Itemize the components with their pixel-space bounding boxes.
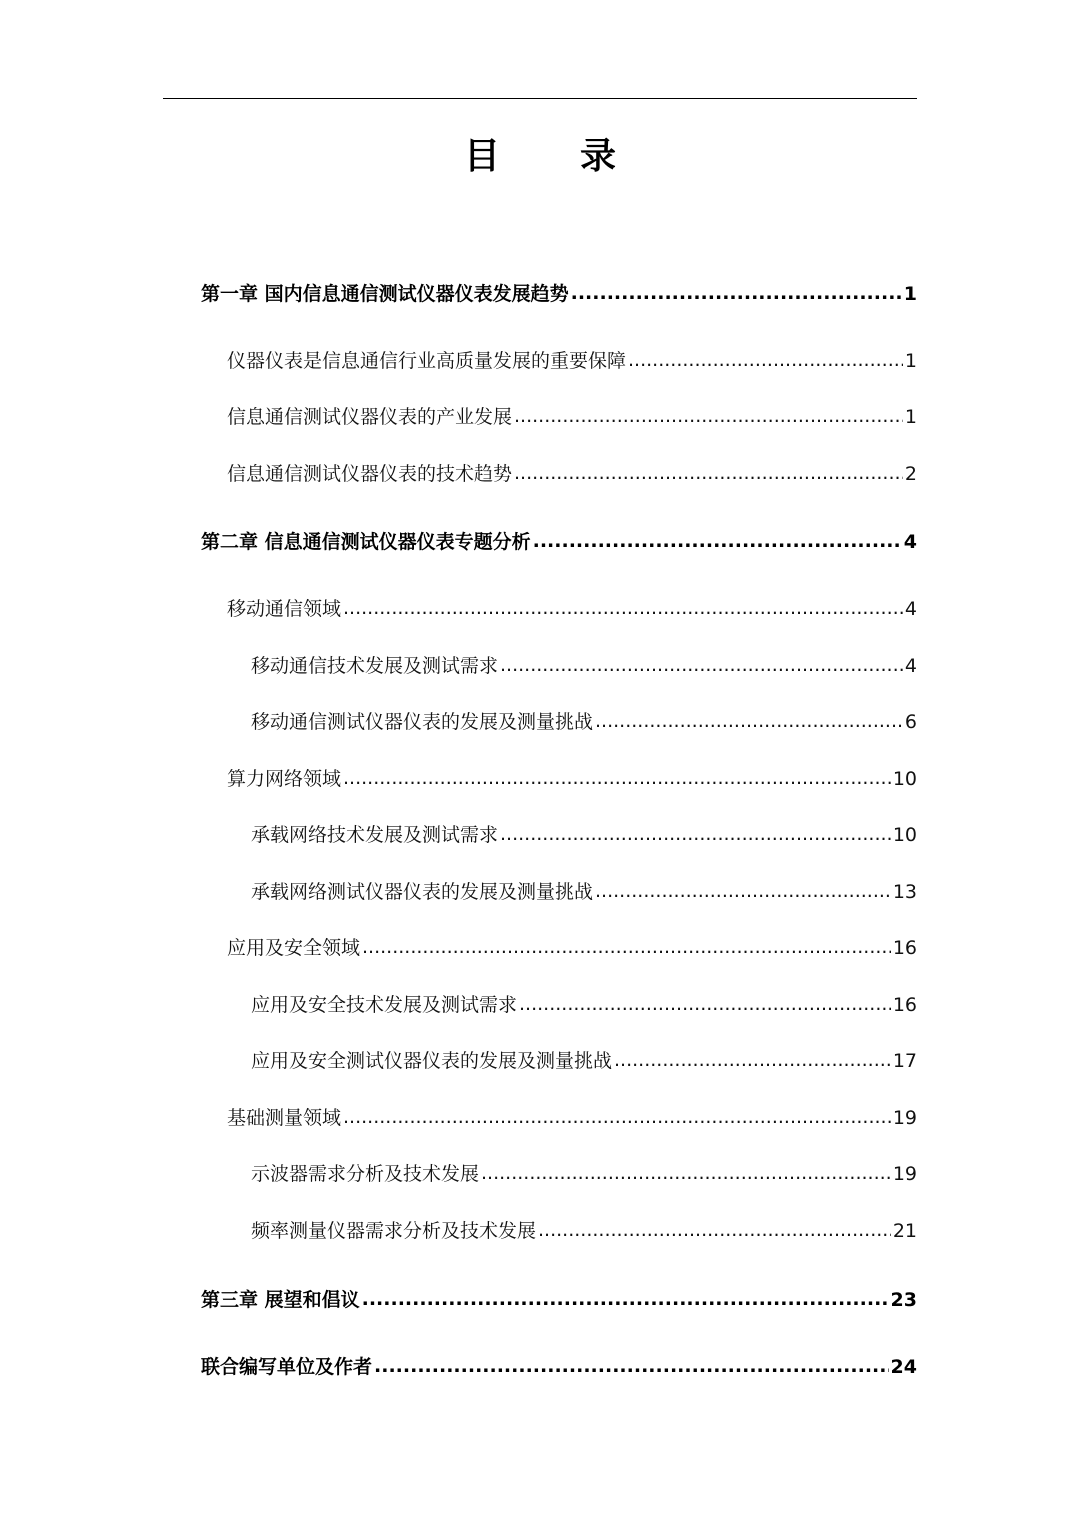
toc-entry-label: 算力网络领域 bbox=[227, 768, 342, 790]
toc-page-number: 2 bbox=[904, 463, 917, 485]
toc-page-number: 10 bbox=[892, 768, 917, 790]
toc-dot-leader bbox=[538, 1215, 891, 1245]
toc-entry-label: 承载网络测试仪器仪表的发展及测量挑战 bbox=[251, 881, 594, 903]
toc-entry-subsection[interactable] bbox=[251, 820, 917, 850]
toc-entry-label: 基础测量领域 bbox=[227, 1107, 342, 1129]
toc-page-number: 4 bbox=[903, 531, 917, 553]
toc-dot-leader bbox=[514, 401, 903, 431]
toc-entry-section[interactable] bbox=[227, 764, 917, 794]
toc-entry-chapter-1[interactable] bbox=[201, 279, 917, 309]
toc-dot-leader bbox=[614, 1045, 891, 1075]
toc-dot-leader bbox=[500, 819, 891, 849]
toc-entry-label: 应用及安全测试仪器仪表的发展及测量挑战 bbox=[251, 1050, 613, 1072]
toc-dot-leader bbox=[595, 706, 903, 736]
toc-entry-label: 仪器仪表是信息通信行业高质量发展的重要保障 bbox=[227, 350, 627, 372]
toc-dot-leader bbox=[533, 526, 902, 556]
toc-entry-subsection[interactable] bbox=[251, 877, 917, 907]
toc-page-number: 10 bbox=[892, 824, 917, 846]
toc-entry-subsection[interactable] bbox=[251, 651, 917, 681]
toc-entry-label: 承载网络技术发展及测试需求 bbox=[251, 824, 499, 846]
toc-entry-label: 移动通信技术发展及测试需求 bbox=[251, 655, 499, 677]
toc-entry-label: 频率测量仪器需求分析及技术发展 bbox=[251, 1220, 537, 1242]
toc-dot-leader bbox=[374, 1351, 889, 1381]
toc-entry-label: 应用及安全领域 bbox=[227, 937, 361, 959]
toc-entry-section[interactable] bbox=[227, 346, 917, 376]
toc-page-number: 19 bbox=[892, 1163, 917, 1185]
toc-entry-subsection[interactable] bbox=[251, 1159, 917, 1189]
toc-dot-leader bbox=[595, 876, 891, 906]
header-rule bbox=[163, 98, 917, 99]
toc-dot-leader bbox=[481, 1158, 891, 1188]
toc-entry-chapter-2[interactable] bbox=[201, 527, 917, 557]
toc-dot-leader bbox=[362, 932, 891, 962]
toc-entry-label: 移动通信测试仪器仪表的发展及测量挑战 bbox=[251, 711, 594, 733]
toc-page-number: 6 bbox=[904, 711, 917, 733]
toc-entry-subsection[interactable] bbox=[251, 1216, 917, 1246]
toc-entry-subsection[interactable] bbox=[251, 707, 917, 737]
toc-page-number: 1 bbox=[903, 283, 917, 305]
toc-entry-label: 应用及安全技术发展及测试需求 bbox=[251, 994, 518, 1016]
toc-entry-chapter-3[interactable] bbox=[201, 1285, 917, 1315]
toc-entry-section[interactable] bbox=[227, 933, 917, 963]
toc-page-number: 1 bbox=[904, 406, 917, 428]
toc-page-number: 16 bbox=[892, 994, 917, 1016]
toc-page-number: 13 bbox=[892, 881, 917, 903]
toc-entry-subsection[interactable] bbox=[251, 1046, 917, 1076]
toc-entry-section[interactable] bbox=[227, 402, 917, 432]
toc-entry-section[interactable] bbox=[227, 594, 917, 624]
toc-dot-leader bbox=[343, 1102, 891, 1132]
toc-entry-label: 联合编写单位及作者 bbox=[201, 1356, 373, 1378]
toc-entry-label: 第一章 国内信息通信测试仪器仪表发展趋势 bbox=[201, 283, 569, 305]
toc-page-number: 16 bbox=[892, 937, 917, 959]
toc-entry-subsection[interactable] bbox=[251, 990, 917, 1020]
toc-page-number: 4 bbox=[904, 655, 917, 677]
toc-dot-leader bbox=[514, 458, 903, 488]
toc-entry-label: 示波器需求分析及技术发展 bbox=[251, 1163, 480, 1185]
toc-page-number: 24 bbox=[890, 1356, 917, 1378]
toc-entry-label: 移动通信领域 bbox=[227, 598, 342, 620]
toc-dot-leader bbox=[519, 989, 891, 1019]
toc-page-number: 4 bbox=[904, 598, 917, 620]
toc-page-number: 23 bbox=[890, 1289, 917, 1311]
toc-dot-leader bbox=[571, 278, 902, 308]
toc-dot-leader bbox=[500, 650, 903, 680]
toc-page-number: 1 bbox=[904, 350, 917, 372]
toc-dot-leader bbox=[343, 763, 891, 793]
toc-dot-leader bbox=[362, 1284, 889, 1314]
toc-dot-leader bbox=[628, 345, 903, 375]
toc-page-number: 17 bbox=[892, 1050, 917, 1072]
toc-page-number: 19 bbox=[892, 1107, 917, 1129]
toc-entry-section[interactable] bbox=[227, 459, 917, 489]
toc-page-number: 21 bbox=[892, 1220, 917, 1242]
toc-entry-label: 第三章 展望和倡议 bbox=[201, 1289, 360, 1311]
toc-dot-leader bbox=[343, 593, 903, 623]
title-char-2: 录 bbox=[580, 136, 617, 177]
page-title bbox=[0, 132, 1080, 182]
toc-entry-label: 信息通信测试仪器仪表的产业发展 bbox=[227, 406, 513, 428]
title-char-1: 目 bbox=[463, 136, 500, 177]
toc-entry-label: 信息通信测试仪器仪表的技术趋势 bbox=[227, 463, 513, 485]
toc-entry-section[interactable] bbox=[227, 1103, 917, 1133]
toc-entry-authors[interactable] bbox=[201, 1352, 917, 1382]
toc-entry-label: 第二章 信息通信测试仪器仪表专题分析 bbox=[201, 531, 531, 553]
